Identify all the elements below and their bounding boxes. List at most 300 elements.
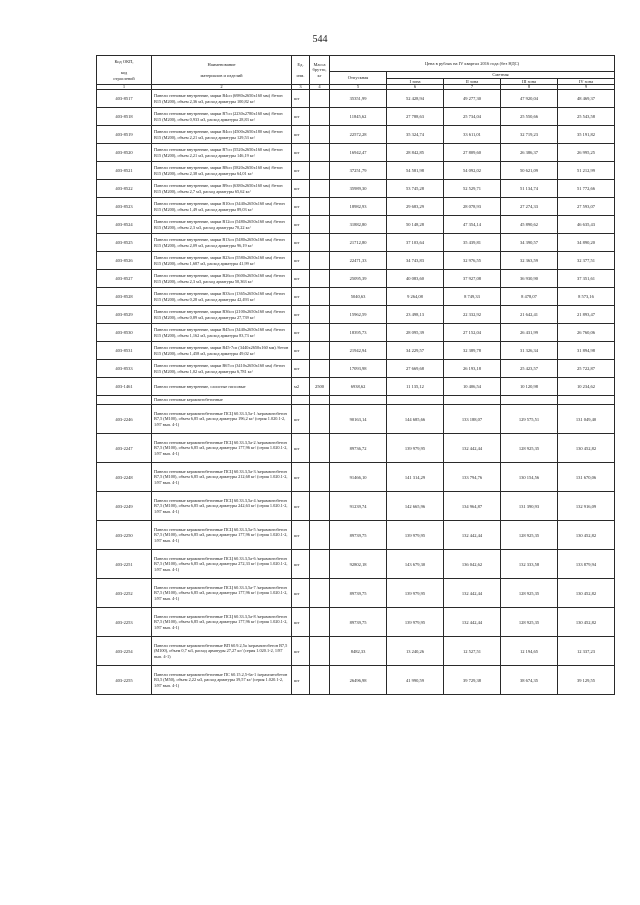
table-row [97,360,615,378]
price-zone-4: 130 452,82 [558,608,615,637]
page-number: 544 [312,34,328,45]
price-zone-2: 32 976,55 [444,252,501,270]
price-zone-3: 26 386,37 [501,144,558,162]
price-release: 91466,10 [330,463,387,492]
item-code: 403-8533 [97,360,152,378]
price-zone-2: 37 927,08 [444,270,501,288]
price-zone-1: 28 095,39 [387,324,444,342]
price-zone-4: 39 129,55 [558,666,615,695]
price-zone-2 [444,396,501,405]
item-unit: шт [292,637,310,666]
table-row [97,521,615,550]
price-zone-4: 131 670,06 [558,463,615,492]
price-release: 16942,47 [330,144,387,162]
price-release: 22572,28 [330,126,387,144]
item-mass [310,162,330,180]
item-name: Панели стеновые внутренние, марки В33сп (1365х2650х160 мм) /бетон В15 (М200), объем 0,28 м3, расход арматуры 42,493 кг/ [152,288,292,306]
table-row [97,579,615,608]
item-code: 403-2254 [97,637,152,666]
item-name: Панели стеновые внутренние, слоистые гипсовые [152,378,292,396]
price-zone-3: 21 642,41 [501,306,558,324]
table-row [97,637,615,666]
price-zone-3 [501,396,558,405]
item-name: Панели стеновые внутренние, марки В7сп (2230х2780х160 мм) /бетон В15 (М200), объем 0,933 м3, расход арматуры 28,83 кг/ [152,108,292,126]
price-zone-3: 31 326,34 [501,342,558,360]
price-release: 6938,62 [330,378,387,396]
price-zone-3: 12 194,65 [501,637,558,666]
item-name: Панели стеновые внутренние, марки В10сп (3440х2650х160 мм) /бетон В15 (М200), объем 1,49 м3, расход арматуры 89,03 кг/ [152,198,292,216]
price-zone-1: 142 665,96 [387,492,444,521]
price-zone-2: 132 442,44 [444,608,501,637]
header-code: Код ОКП, код отраслевой [97,56,152,85]
item-mass [310,579,330,608]
price-zone-3: 32 363,59 [501,252,558,270]
item-unit: шт [292,144,310,162]
item-mass [310,288,330,306]
price-zone-2: 32 389,78 [444,342,501,360]
price-zone-4: 46 635,43 [558,216,615,234]
price-release: 89739,75 [330,608,387,637]
price-zone-4: 37 351,61 [558,270,615,288]
item-unit: шт [292,608,310,637]
header-mass: Масса брутто, кг [310,56,330,85]
item-name: Панели стеновые внутренние, марки В67сп (3410х2650х160 мм) /бетон В15 (М200), объем 1,02 м3, расход арматуры 6,781 кг/ [152,360,292,378]
item-unit: шт [292,252,310,270]
item-code: 403-8527 [97,270,152,288]
price-zone-3: 132 333,58 [501,550,558,579]
item-name: Панели стеновые внутренние, марки В36сп (2100х2650х160 мм) /бетон В15 (М200), объем 0,89 м3, расход арматуры 27,739 кг/ [152,306,292,324]
item-name: Панели стеновые керамзитобетонные [152,396,292,405]
price-zone-4: 10 234,62 [558,378,615,396]
table-row [97,405,615,434]
item-mass [310,180,330,198]
price-zone-3: 128 925,35 [501,608,558,637]
price-zone-3: 51 134,74 [501,180,558,198]
table-header [97,56,615,90]
item-unit: м2 [292,378,310,396]
item-mass [310,108,330,126]
item-mass [310,666,330,695]
price-zone-4: 130 452,82 [558,579,615,608]
price-zone-1: 50 148,28 [387,216,444,234]
price-zone-2: 52 529,71 [444,180,501,198]
price-release: 18982,93 [330,198,387,216]
price-zone-1: 139 979,95 [387,608,444,637]
item-name: Панели стеновые керамзитобетонные ПСЦ 60.33.3,5а-1 /керамзитобетон В7,5 (М100), объем 6,85 м3, расход арматуры 196,2 кг/ (серия 1.020.1-2, 1/87 вып. 4-1) [152,405,292,434]
item-mass [310,405,330,434]
price-zone-1: 139 979,95 [387,521,444,550]
item-unit: шт [292,288,310,306]
table-row [97,378,615,396]
item-code: 403-8522 [97,180,152,198]
item-name: Панели стеновые внутренние, марки В4сп (6980х2650х160 мм) /бетон В15 (М200), объем 2,36 м3, расход арматуры 100,82 кг/ [152,90,292,108]
price-zone-1: 13 240,26 [387,637,444,666]
item-mass [310,306,330,324]
item-unit: шт [292,550,310,579]
price-zone-2: 28 078,93 [444,198,501,216]
price-zone-2: 132 442,44 [444,521,501,550]
price-zone-1: 11 135,12 [387,378,444,396]
price-zone-2: 8 749,33 [444,288,501,306]
price-zone-3: 8 478,07 [501,288,558,306]
item-mass [310,463,330,492]
price-zone-4: 35 191,82 [558,126,615,144]
table-row [97,180,615,198]
price-zone-3: 26 431,99 [501,324,558,342]
price-zone-1: 37 103,64 [387,234,444,252]
item-unit: шт [292,180,310,198]
item-name: Панели стеновые керамзитобетонные ПСЦ 60.33.3,5а-4 /керамзитобетон В7,5 (М100), объем 6,85 м3, расход арматуры 242,63 кг/ (серия 1.020.1-2, 1/87 вып. 4-1) [152,492,292,521]
item-mass [310,126,330,144]
price-zone-3: 47 920,04 [501,90,558,108]
header-release-price: Отпускная [330,72,387,85]
item-name: Панели стеновые внутренние, марки В7сп (5520х2650х160 мм) /бетон В15 (М200), объем 2,21 м3, расход арматуры 146,19 кг/ [152,144,292,162]
price-zone-4: 132 916,09 [558,492,615,521]
price-zone-2: 54 092,02 [444,162,501,180]
item-unit: шт [292,270,310,288]
item-mass [310,216,330,234]
price-table [96,55,615,695]
item-code: 403-8524 [97,216,152,234]
price-zone-3: 128 925,35 [501,579,558,608]
item-mass [310,550,330,579]
item-code: 403-8528 [97,288,152,306]
price-release: 18395,73 [330,324,387,342]
column-number: 3 [292,85,310,90]
price-zone-4: 12 337,23 [558,637,615,666]
item-mass [310,198,330,216]
item-mass [310,324,330,342]
item-name: Панели стеновые внутренние, марки В8сп (5820х2650х160 мм) /бетон В15 (М200), объем 2,38 м3, расход арматуры 64,01 кг/ [152,162,292,180]
price-zone-2: 12 527,51 [444,637,501,666]
price-zone-1: 9 264,08 [387,288,444,306]
item-unit [292,396,310,405]
table-row [97,434,615,463]
price-zone-4: 32 377,51 [558,252,615,270]
table-row [97,198,615,216]
price-zone-1: 34 743,83 [387,252,444,270]
price-zone-2: 132 442,44 [444,579,501,608]
price-zone-2: 136 042,62 [444,550,501,579]
item-name: Панели стеновые внутренние, марки В23сп (5580х2650х160 мм) /бетон В15 (М200), объем 1,687 м3, расход арматуры 41,99 кг/ [152,252,292,270]
price-zone-1: 35 324,74 [387,126,444,144]
item-unit: шт [292,108,310,126]
price-zone-1: 139 979,95 [387,434,444,463]
price-zone-4: 26 995,25 [558,144,615,162]
table-row [97,144,615,162]
item-mass [310,637,330,666]
price-release: 5040,63 [330,288,387,306]
item-mass [310,90,330,108]
price-release: 89739,75 [330,521,387,550]
item-unit: шт [292,216,310,234]
header-name: Наименование материалов и изделий [152,56,292,85]
item-name: Панели стеновые керамзитобетонные ПСЦ 60.33.3,5а-6 /керамзитобетон В7,5 (М100), объем 6,85 м3, расход арматуры 272,33 кг/ (серия 1.020.1-2, 1/87 вып. 4-1) [152,550,292,579]
price-zone-4: 48 469,37 [558,90,615,108]
price-zone-2: 26 193,18 [444,360,501,378]
table-row [97,342,615,360]
table-row [97,234,615,252]
item-code: 403-8518 [97,108,152,126]
item-unit: шт [292,360,310,378]
item-name: Панели стеновые внутренние, марки В45сп (3440х2650х160 мм) /бетон В15 (М200), объем 1,162 м3, расход арматуры 83,73 кг/ [152,324,292,342]
price-zone-2: 132 442,44 [444,434,501,463]
price-zone-2: 27 152,04 [444,324,501,342]
table-row [97,492,615,521]
price-zone-3: 128 925,35 [501,521,558,550]
price-zone-1: 27 669,68 [387,360,444,378]
price-zone-1: 34 229,57 [387,342,444,360]
price-zone-2: 27 809,60 [444,144,501,162]
item-mass [310,252,330,270]
price-zone-1: 28 842,85 [387,144,444,162]
item-name: Панели стеновые внутренние, марки В4сп (4500х2650х180 мм) /бетон В15 (М200), объем 2,21 м3, расход арматуры 129,53 кг/ [152,126,292,144]
item-mass [310,492,330,521]
item-code: 403-8526 [97,252,152,270]
price-zone-3: 34 390,57 [501,234,558,252]
item-name: Панели стеновые керамзитобетонные ПСЦ 60.33.3,5а-8 /керамзитобетон В7,5 (М100), объем 6,85 м3, расход арматуры 177,96 кг/ (серия 1.020.1-2, 1/87 вып. 4-1) [152,608,292,637]
price-zone-4: 51 212,99 [558,162,615,180]
price-zone-4: 34 890,20 [558,234,615,252]
column-number: 1 [97,85,152,90]
item-code: 403-1461 [97,378,152,396]
price-zone-4: 8 573,16 [558,288,615,306]
price-zone-1: 41 990,59 [387,666,444,695]
price-zone-3: 45 890,62 [501,216,558,234]
price-release: 92802,18 [330,550,387,579]
price-release: 90163,14 [330,405,387,434]
item-code: 403-2255 [97,666,152,695]
price-zone-2: 49 277,30 [444,90,501,108]
header-unit: Ед. изм. [292,56,310,85]
item-unit: шт [292,126,310,144]
item-code: 403-2252 [97,579,152,608]
item-code: 403-8519 [97,126,152,144]
price-zone-3: 25 423,57 [501,360,558,378]
price-zone-1: 144 685,66 [387,405,444,434]
price-zone-1: 27 788,63 [387,108,444,126]
price-zone-4: 130 452,82 [558,521,615,550]
price-zone-4: 51 772,66 [558,180,615,198]
item-code: 403-2253 [97,608,152,637]
item-code: 403-8523 [97,198,152,216]
price-zone-4: 31 894,98 [558,342,615,360]
price-release: 89739,75 [330,579,387,608]
price-release: 17093,98 [330,360,387,378]
item-unit: шт [292,666,310,695]
table-row [97,306,615,324]
price-zone-4: 27 593,07 [558,198,615,216]
price-release: 31882,80 [330,216,387,234]
price-zone-3: 36 930,90 [501,270,558,288]
item-code: 403-8517 [97,90,152,108]
item-unit: шт [292,342,310,360]
item-mass [310,342,330,360]
column-number: 5 [330,85,387,90]
table-row [97,126,615,144]
table-row [97,270,615,288]
price-release: 21712,80 [330,234,387,252]
item-unit: шт [292,234,310,252]
price-zone-2: 47 354,14 [444,216,501,234]
item-code: 403-2246 [97,405,152,434]
price-zone-3: 131 390,93 [501,492,558,521]
item-code: 403-8530 [97,324,152,342]
item-mass [310,521,330,550]
price-zone-3: 32 719,23 [501,126,558,144]
price-zone-3: 38 674,35 [501,666,558,695]
price-zone-4 [558,396,615,405]
price-zone-2: 35 439,81 [444,234,501,252]
table-body [97,90,615,695]
price-zone-4: 21 893,47 [558,306,615,324]
header-zone-4: IV зона [558,78,615,85]
price-release: 37251,79 [330,162,387,180]
item-unit: шт [292,90,310,108]
price-zone-2: 134 964,87 [444,492,501,521]
price-release: 89736,72 [330,434,387,463]
item-code: 403-2250 [97,521,152,550]
price-zone-4: 25 543,58 [558,108,615,126]
item-name: Панели стеновые керамзитобетонные ПС 60.15.2,5-6а-1 /керамзитобетон В3,5 (М50), объем 2,22 м3, расход арматуры 39,57 кг/ (серия 1.020.1-2, 1/87 вып. 4-1) [152,666,292,695]
price-release: 8482,33 [330,637,387,666]
item-unit: шт [292,198,310,216]
item-mass [310,608,330,637]
table-row [97,666,615,695]
item-mass [310,270,330,288]
price-zone-1: 29 683,29 [387,198,444,216]
item-unit: шт [292,162,310,180]
price-zone-4: 133 879,94 [558,550,615,579]
column-number: 2 [152,85,292,90]
item-name: Панели стеновые внутренние, марки В9сп (6380х2650х160 мм) /бетон В15 (М200), объем 2,7 м3, расход арматуры 65,62 кг/ [152,180,292,198]
price-zone-4: 26 760,06 [558,324,615,342]
item-code: 403-8529 [97,306,152,324]
item-code: 403-8525 [97,234,152,252]
price-zone-4: 25 722,87 [558,360,615,378]
price-release: 22471,33 [330,252,387,270]
price-zone-1: 141 314,29 [387,463,444,492]
section-row [97,396,615,405]
item-name: Панели стеновые внутренние, марки В13сп (5480х2650х160 мм) /бетон В15 (М200), объем 2,09 м3, расход арматуры 96,19 кг/ [152,234,292,252]
price-zone-1: 23 498,13 [387,306,444,324]
item-code: 403-8521 [97,162,152,180]
price-release: 26496,98 [330,666,387,695]
column-number: 9 [558,85,615,90]
price-release: 91239,74 [330,492,387,521]
table-row [97,288,615,306]
price-zone-2: 10 406,54 [444,378,501,396]
price-zone-4: 130 452,82 [558,434,615,463]
price-zone-1 [387,396,444,405]
header-zone-1: I зона [387,78,444,85]
header-estimate-price: Сметная [387,72,615,79]
item-code [97,396,152,405]
item-mass [310,144,330,162]
item-name: Панели стеновые внутренние, марки В45-7сп (3440х2650х160 мм) /бетон В15 (М200), объем 1,458 м3, расход арматуры 49,02 кг/ [152,342,292,360]
item-code: 403-2247 [97,434,152,463]
header-zone-3: III зона [501,78,558,85]
item-code: 403-2248 [97,463,152,492]
item-unit: шт [292,306,310,324]
price-zone-3: 128 925,35 [501,434,558,463]
item-unit: шт [292,463,310,492]
price-release: 25095,39 [330,270,387,288]
table-row [97,463,615,492]
price-zone-3: 130 154,56 [501,463,558,492]
price-zone-3: 10 120,98 [501,378,558,396]
item-unit: шт [292,324,310,342]
table-row [97,90,615,108]
item-mass [310,434,330,463]
table-row [97,252,615,270]
item-code: 403-8520 [97,144,152,162]
item-name: Панели стеновые керамзитобетонные ПСЦ 60.33.3,5а-3 /керамзитобетон В7,5 (М100), объем 6,85 м3, расход арматуры 212,68 кг/ (серия 1.020.1-2, 1/87 вып. 4-1) [152,463,292,492]
price-zone-3: 129 575,51 [501,405,558,434]
item-name: Панели стеновые внутренние, марки В26сп (5600х2650х160 мм) /бетон В15 (М200), объем 2,3 м3, расход арматуры 50,363 кг/ [152,270,292,288]
item-mass: 2500 [310,378,330,396]
price-zone-2: 33 611,01 [444,126,501,144]
column-number: 4 [310,85,330,90]
table-row [97,108,615,126]
item-code: 403-8531 [97,342,152,360]
price-release: 11845,62 [330,108,387,126]
price-zone-1: 143 679,30 [387,550,444,579]
item-unit: шт [292,521,310,550]
price-zone-1: 53 745,28 [387,180,444,198]
price-release: 21942,94 [330,342,387,360]
column-number: 8 [501,85,558,90]
item-unit: шт [292,405,310,434]
item-mass [310,234,330,252]
item-code: 403-2249 [97,492,152,521]
item-unit: шт [292,434,310,463]
header-zone-2: II зона [444,78,501,85]
price-release: 35351,99 [330,90,387,108]
price-zone-1: 54 581,98 [387,162,444,180]
item-name: Панели стеновые керамзитобетонные ПСЦ 60.33.3,5а-7 /керамзитобетон В7,5 (М100), объем 6,85 м3, расход арматуры 177,96 кг/ (серия 1.020.1-2, 1/87 вып. 4-1) [152,579,292,608]
table-row [97,324,615,342]
item-name: Панели стеновые керамзитобетонные ПСЦ 60.33.3,5а-2 /керамзитобетон В7,5 (М100), объем 6,85 м3, расход арматуры 177,96 кг/ (серия 1.020.1-2, 1/87 вып. 4-1) [152,434,292,463]
header-price-title: Цена в рублях на IV квартал 2016 года (без НДС) [330,56,615,72]
table-row [97,162,615,180]
price-zone-3: 25 550,66 [501,108,558,126]
column-number: 7 [444,85,501,90]
table-row [97,608,615,637]
item-unit: шт [292,492,310,521]
item-mass [310,360,330,378]
price-zone-2: 133 188,07 [444,405,501,434]
item-name: Панели стеновые внутренние, марки В12сп (5480х2650х160 мм) /бетон В15 (М200), объем 2,3 м3, расход арматуры 70,22 кг/ [152,216,292,234]
item-name: Панели стеновые керамзитобетонные ВП 60.9.2,5а /керамзитобетон В7,5 (М100), объем 0,7 м3, расход арматуры 27,27 кг/ (серия 1.020.1-2, 1/87 вып. 4-1) [152,637,292,666]
column-number: 6 [387,85,444,90]
price-zone-1: 40 083,60 [387,270,444,288]
table-row [97,550,615,579]
price-zone-2: 22 332,92 [444,306,501,324]
price-release: 35989,30 [330,180,387,198]
price-zone-2: 39 729,38 [444,666,501,695]
price-zone-1: 52 428,94 [387,90,444,108]
price-zone-3: 27 274,33 [501,198,558,216]
item-name: Панели стеновые керамзитобетонные ПСЦ 60.33.3,5а-5 /керамзитобетон В7,5 (М100), объем 6,85 м3, расход арматуры 177,96 кг/ (серия 1.020.1-2, 1/87 вып. 4-1) [152,521,292,550]
price-zone-2: 25 734,04 [444,108,501,126]
price-release: 15962,59 [330,306,387,324]
price-zone-2: 133 794,76 [444,463,501,492]
price-release [330,396,387,405]
price-zone-1: 139 979,95 [387,579,444,608]
item-mass [310,396,330,405]
item-unit: шт [292,579,310,608]
